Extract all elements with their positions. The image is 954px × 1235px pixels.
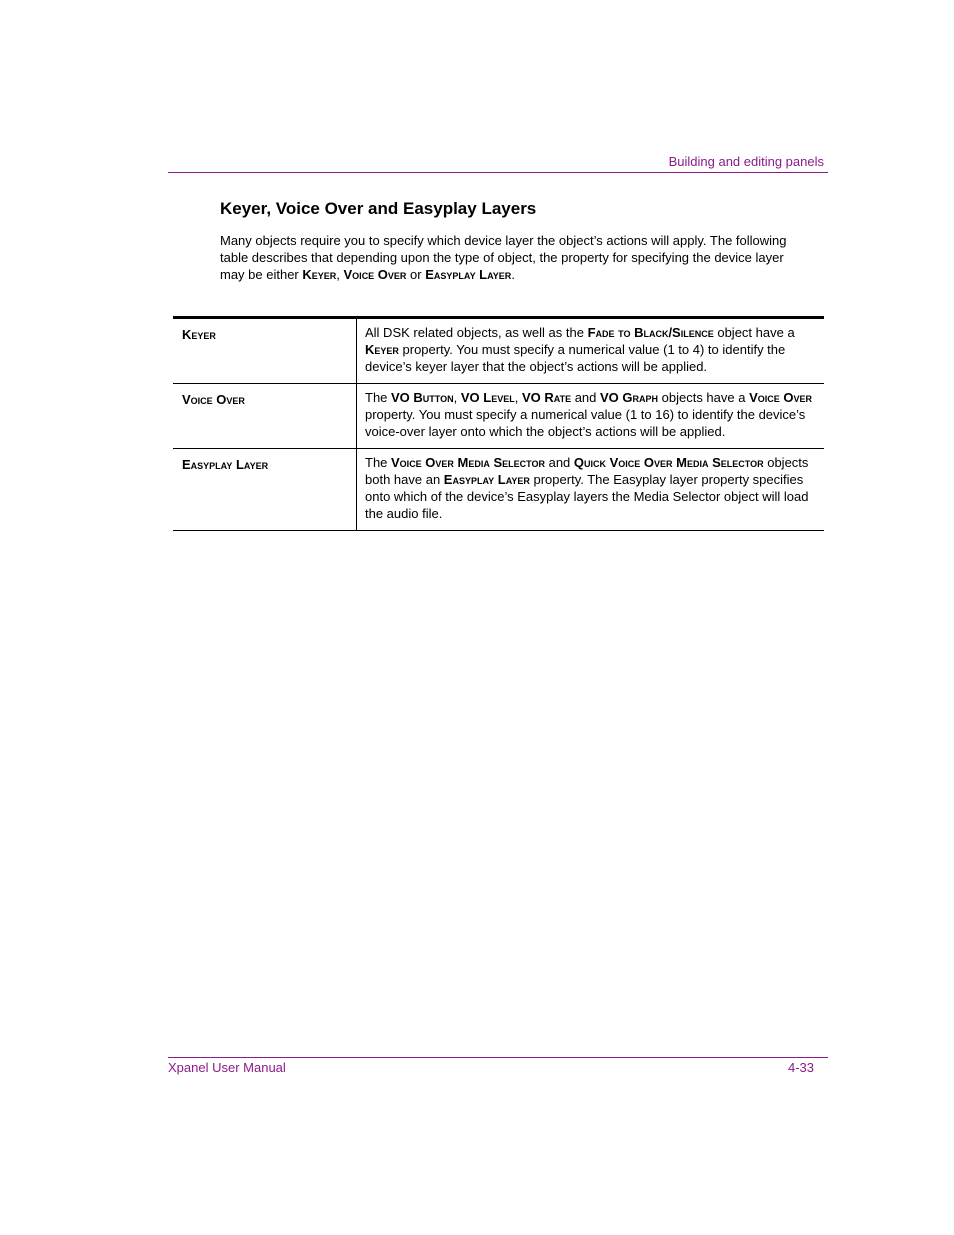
desc-term: Keyer — [365, 342, 399, 357]
desc-text: property. You must specify a numerical value (1 to 4) to identify the device’s keyer layer that the object’s actions will be applied. — [365, 342, 786, 374]
desc-term: Fade to Black/Silence — [587, 325, 714, 340]
desc-term: VO Button — [391, 390, 454, 405]
intro-text: Many objects require you to specify which device layer the object’s actions will apply. The following table describes that depending upon the type of object, the property for specifying the device layer may be either — [220, 233, 787, 282]
desc-term: VO Level — [460, 390, 515, 405]
term-cell-easyplay-layer: Easyplay Layer — [173, 449, 357, 531]
intro-end: . — [511, 267, 515, 282]
footer-divider — [168, 1057, 828, 1058]
desc-text: property. You must specify a numerical value (1 to 16) to identify the device’s voice-over layer onto which the object’s actions will be applied. — [365, 407, 806, 439]
table-row — [173, 318, 824, 384]
layer-table — [173, 316, 824, 531]
intro-paragraph — [220, 232, 790, 283]
desc-term: Easyplay Layer — [443, 472, 530, 487]
intro-separator: , — [336, 267, 344, 282]
intro-separator: or — [406, 267, 426, 282]
footer-manual-title: Xpanel User Manual — [168, 1060, 286, 1075]
intro-term-voice-over: Voice Over — [343, 267, 407, 282]
desc-term: VO Rate — [521, 390, 572, 405]
desc-text: objects have a — [658, 390, 750, 405]
desc-text: objects both have an — [365, 455, 809, 487]
header-divider — [168, 172, 828, 173]
desc-text: object have a — [713, 325, 795, 340]
desc-text: The — [365, 390, 392, 405]
desc-text: The — [365, 455, 392, 470]
intro-term-easyplay-layer: Easyplay Layer — [425, 267, 512, 282]
table-row — [173, 449, 824, 531]
desc-term: Quick Voice Over Media Selector — [573, 455, 764, 470]
page-title: Keyer, Voice Over and Easyplay Layers — [220, 199, 537, 218]
term-cell-voice-over: Voice Over — [173, 384, 357, 449]
desc-separator: and — [571, 390, 600, 405]
desc-separator: , — [514, 390, 522, 405]
intro-term-keyer: Keyer — [302, 267, 337, 282]
desc-term: Voice Over — [749, 390, 812, 405]
description-cell — [357, 449, 825, 531]
desc-term: VO Graph — [600, 390, 659, 405]
header-section-title: Building and editing panels — [668, 154, 824, 169]
desc-text: property. The Easyplay layer property specifies onto which of the device’s Easyplay layers the Media Selector object will load the audio file. — [365, 472, 809, 521]
description-cell — [357, 318, 825, 384]
table-row — [173, 384, 824, 449]
description-cell — [357, 384, 825, 449]
desc-separator: and — [544, 455, 574, 470]
desc-term: Voice Over Media Selector — [391, 455, 545, 470]
desc-text: All DSK related objects, as well as the — [365, 325, 588, 340]
page-number: 4-33 — [787, 1060, 814, 1075]
desc-separator: , — [453, 390, 461, 405]
term-cell-keyer: Keyer — [173, 318, 357, 384]
